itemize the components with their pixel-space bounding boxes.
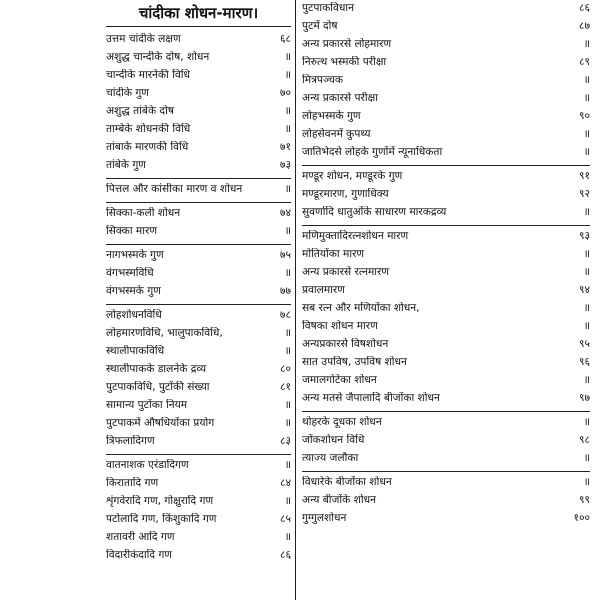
index-entry xyxy=(302,72,590,90)
entry-page: ॥ xyxy=(284,51,291,63)
entry-title: जातिभेदसे लोहके गुणोंमें न्यूनाधिकता xyxy=(302,146,443,158)
entry-title: मित्रपञ्चक xyxy=(302,74,343,86)
index-entry xyxy=(106,223,291,241)
entry-page: ८६ xyxy=(279,549,291,561)
entry-title: अन्य बीजोंके शोधन xyxy=(302,494,376,506)
index-entry xyxy=(106,49,291,67)
entry-title: सुवर्णादि धातुओंके साधारण मारकद्रव्य xyxy=(302,206,447,218)
entry-title: तांबाके मारणकी विधि xyxy=(106,141,189,153)
index-entry xyxy=(302,108,590,126)
index-entry xyxy=(106,178,291,199)
entry-page: ॥ xyxy=(284,345,291,357)
entry-page: ॥ xyxy=(284,327,291,339)
index-entry xyxy=(302,36,590,54)
index-entry xyxy=(106,304,291,325)
entry-page: ॥ xyxy=(583,248,590,260)
section-heading: चांदीका शोधन-मारण। xyxy=(106,0,291,27)
entry-page: ६८ xyxy=(279,33,291,45)
entry-page: ॥ xyxy=(583,320,590,332)
index-entry xyxy=(106,139,291,157)
entry-title: चांदीके गुण xyxy=(106,87,149,99)
entry-page: ८६ xyxy=(578,2,590,14)
index-entry xyxy=(106,361,291,379)
entry-page: ९८ xyxy=(578,434,590,446)
entry-title: विदारीकंदादि गण xyxy=(106,549,172,561)
index-entry xyxy=(106,85,291,103)
index-entry xyxy=(106,493,291,511)
entry-title: वंगभस्मके गुण xyxy=(106,285,161,297)
entry-page: ॥ xyxy=(583,206,590,218)
entry-title: पुटपाकविधान xyxy=(302,2,355,14)
entry-title: तांबेके गुण xyxy=(106,159,146,171)
index-entry xyxy=(302,90,590,108)
entry-title: विषका शोधन मारण xyxy=(302,320,378,332)
entry-page: ॥ xyxy=(284,183,291,195)
entry-page: ९६ xyxy=(578,356,590,368)
entry-title: जमालगोटेका शोधन xyxy=(302,374,377,386)
entry-title: पटोलादि गण, किंशुकादि गण xyxy=(106,513,217,525)
entry-page: ९० xyxy=(578,110,590,122)
entry-title: सब रत्न और मणियोंका शोधन, xyxy=(302,302,420,314)
entry-page: ७७ xyxy=(279,285,291,297)
index-entry xyxy=(106,283,291,301)
entry-page: ॥ xyxy=(583,128,590,140)
index-entry xyxy=(302,372,590,390)
index-entry xyxy=(302,471,590,492)
index-entry xyxy=(106,103,291,121)
entry-page: ७० xyxy=(279,87,291,99)
entry-title: सात उपविष, उपविष शोधन xyxy=(302,356,407,368)
entry-page: ८९ xyxy=(578,56,590,68)
entry-page: ९१ xyxy=(578,170,590,182)
index-entry xyxy=(302,54,590,72)
entry-page: ९५ xyxy=(578,338,590,350)
right-column xyxy=(296,0,590,600)
index-entry xyxy=(302,390,590,408)
entry-page: ॥ xyxy=(583,38,590,50)
entry-title: थोहरके दूधका शोधन xyxy=(302,416,382,428)
entry-page: ॥ xyxy=(583,146,590,158)
entry-title: लोहभस्मके गुण xyxy=(302,110,361,122)
entry-title: मणिमुक्तादिरत्नशोधन मारण xyxy=(302,230,409,242)
index-entry xyxy=(302,18,590,36)
entry-page: ८० xyxy=(279,363,291,375)
entry-page: ७४ xyxy=(279,207,291,219)
index-entry xyxy=(106,475,291,493)
entry-title: पुटमें दोष xyxy=(302,20,338,32)
index-entry xyxy=(106,454,291,475)
entry-title: ताम्बेके शोधनकी विधि xyxy=(106,123,191,135)
entry-page: ८३ xyxy=(279,435,291,447)
entry-page: ९९ xyxy=(578,494,590,506)
entry-page: ॥ xyxy=(284,225,291,237)
entry-title: शृंगवेरादि गण, गोक्षुरादि गण xyxy=(106,495,214,507)
entry-title: विधारेके बीजोंका शोधन xyxy=(302,476,392,488)
entry-page: ८४ xyxy=(279,477,291,489)
entry-title: अशुद्ध तांबेके दोष xyxy=(106,105,174,117)
index-entry xyxy=(106,343,291,361)
entry-page: ॥ xyxy=(583,374,590,386)
entry-page: ॥ xyxy=(284,417,291,429)
entry-title: पित्तल और कांसीका मारण व शोधन xyxy=(106,183,243,195)
index-entry xyxy=(106,244,291,265)
index-entry xyxy=(302,126,590,144)
entry-title: मण्डूरमारण, गुणाधिक्य xyxy=(302,188,389,200)
entry-title: स्थालीपाकविधि xyxy=(106,345,165,357)
index-entry xyxy=(302,318,590,336)
index-entry xyxy=(106,31,291,49)
entry-title: निरुत्थ भस्मकी परीक्षा xyxy=(302,56,387,68)
entry-title: मण्डूर शोधन, मण्डूरके गुण xyxy=(302,170,403,182)
entry-page: ॥ xyxy=(284,105,291,117)
entry-title: अशुद्ध चान्दीके दोष, शोधन xyxy=(106,51,210,63)
entry-page: ९२ xyxy=(578,188,590,200)
entry-page: ८७ xyxy=(578,20,590,32)
entry-page: ॥ xyxy=(583,452,590,464)
entry-title: गुग्गुलशोधन xyxy=(302,512,347,524)
entry-page: ॥ xyxy=(583,74,590,86)
entry-page: ॥ xyxy=(284,459,291,471)
entry-page: ९३ xyxy=(578,230,590,242)
index-entry xyxy=(302,165,590,186)
index-entry xyxy=(302,0,590,18)
entry-title: सिक्का-कली शोधन xyxy=(106,207,181,219)
entry-title: चान्दीके मारनेकी विधि xyxy=(106,69,191,81)
entry-title: अन्य मतसे जैपालादि बीजोंका शोधन xyxy=(302,392,440,404)
entry-title: वातनाशक एरंडादिगण xyxy=(106,459,189,471)
index-entry xyxy=(302,204,590,222)
index-entry xyxy=(106,67,291,85)
index-entry xyxy=(106,325,291,343)
index-entry xyxy=(302,510,590,528)
entry-page: ७१ xyxy=(279,141,291,153)
index-entry xyxy=(106,397,291,415)
entry-title: अन्यप्रकारसे विषशोधन xyxy=(302,338,389,350)
entry-title: उत्तम चांदीके लक्षण xyxy=(106,33,181,45)
entry-page: ८१ xyxy=(279,381,291,393)
entry-page: ॥ xyxy=(284,69,291,81)
index-entry xyxy=(302,300,590,318)
index-entry xyxy=(302,282,590,300)
index-entry xyxy=(106,379,291,397)
index-entry xyxy=(302,144,590,162)
index-entry xyxy=(106,157,291,175)
entry-page: ॥ xyxy=(583,302,590,314)
index-entry xyxy=(106,529,291,547)
index-entry xyxy=(302,336,590,354)
index-entry xyxy=(106,547,291,565)
entry-page: ७८ xyxy=(279,309,291,321)
index-entry xyxy=(302,450,590,468)
index-entry xyxy=(106,415,291,433)
entry-page: ७५ xyxy=(279,249,291,261)
entry-title: जोंकशोधन विधि xyxy=(302,434,365,446)
entry-page: ॥ xyxy=(284,123,291,135)
entry-title: अन्य प्रकारसे परीक्षा xyxy=(302,92,378,104)
entry-title: स्थालीपाकके डालनेके द्रव्य xyxy=(106,363,207,375)
entry-title: मोतियोंका मारण xyxy=(302,248,365,260)
entry-title: प्रवालमारण xyxy=(302,284,345,296)
entry-page: १०० xyxy=(573,512,590,524)
entry-page: ॥ xyxy=(583,416,590,428)
left-column xyxy=(106,0,296,600)
index-entry xyxy=(302,432,590,450)
entry-title: वंगभस्मविधि xyxy=(106,267,154,279)
entry-page: ॥ xyxy=(583,92,590,104)
index-entry xyxy=(106,433,291,451)
index-entry xyxy=(302,411,590,432)
entry-page: ७३ xyxy=(279,159,291,171)
entry-page: ॥ xyxy=(284,399,291,411)
index-entry xyxy=(302,186,590,204)
entry-title: त्याज्य जलौका xyxy=(302,452,359,464)
index-entry xyxy=(302,354,590,372)
index-entry xyxy=(302,246,590,264)
index-entry xyxy=(302,225,590,246)
entry-title: लोहसेवनमें कुपथ्य xyxy=(302,128,371,140)
index-entry xyxy=(302,264,590,282)
entry-title: त्रिफलादिगण xyxy=(106,435,155,447)
entry-page: ८५ xyxy=(279,513,291,525)
index-columns xyxy=(106,0,590,600)
entry-title: लोहमारणविधि, भालुपाकविधि, xyxy=(106,327,223,339)
entry-title: अन्य प्रकारसे रत्नमारण xyxy=(302,266,390,278)
entry-page: ॥ xyxy=(583,266,590,278)
entry-title: लोहशोधनविधि xyxy=(106,309,162,321)
entry-title: पुटपाकविधि, पुटोंकी संख्या xyxy=(106,381,210,393)
entry-page: ९७ xyxy=(578,392,590,404)
entry-title: सामान्य पुटोंका नियम xyxy=(106,399,188,411)
entry-title: शतावरी आदि गण xyxy=(106,531,175,543)
index-entry xyxy=(106,265,291,283)
index-entry xyxy=(302,492,590,510)
entry-title: पुटपाकमें औषधियोंका प्रयोग xyxy=(106,417,215,429)
entry-title: नागभस्मके गुण xyxy=(106,249,164,261)
entry-title: अन्य प्रकारसे लोहमारण xyxy=(302,38,392,50)
entry-page: ॥ xyxy=(583,476,590,488)
entry-title: सिक्का मारण xyxy=(106,225,157,237)
index-entry xyxy=(106,511,291,529)
entry-page: ९४ xyxy=(578,284,590,296)
entry-page: ॥ xyxy=(284,267,291,279)
entry-page: ॥ xyxy=(284,531,291,543)
index-entry xyxy=(106,121,291,139)
index-entry xyxy=(106,202,291,223)
entry-page: ॥ xyxy=(284,495,291,507)
entry-title: किरातादि गण xyxy=(106,477,159,489)
